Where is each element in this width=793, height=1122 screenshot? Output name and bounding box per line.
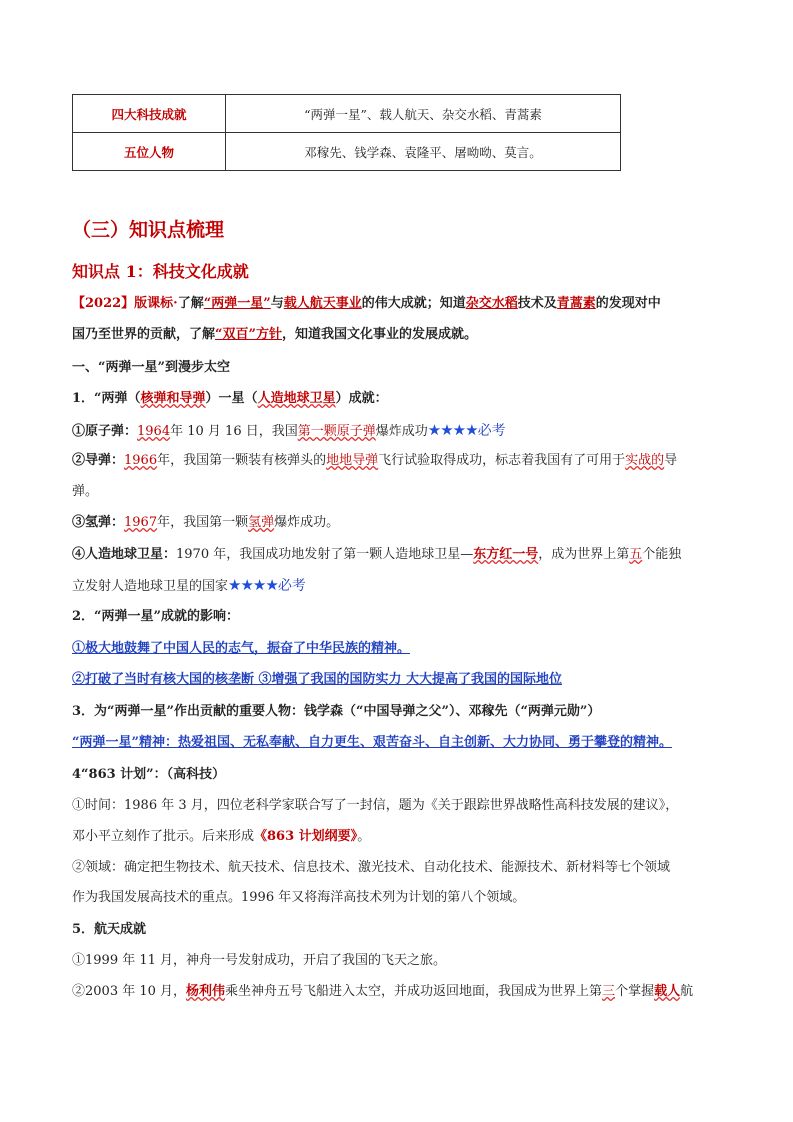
plan-field-line2: 作为我国发展高技术的重点。1996 年又将海洋高技术列为计划的第八个领域。 (72, 890, 526, 905)
curriculum-standard-line1: 【2022】版课标·了解“两弹一星”与载人航天事业的伟大成就；知道杂交水稻技术及青蒿素的发现对中 (72, 296, 661, 311)
star-icon: ★★★★ (427, 421, 478, 439)
table-row (73, 133, 621, 171)
table-cell-value: “两弹一星”、载人航天、杂交水稻、青蒿素 (226, 95, 621, 133)
point-4: 4“863 计划”：（高科技） (72, 767, 226, 782)
table-row (73, 95, 621, 133)
space-achievement-1: ①1999 年 11 月，神舟一号发射成功，开启了我国的飞天之旅。 (72, 953, 447, 968)
point-2: 2．“两弹一星”成就的影响： (72, 609, 240, 624)
knowledge-point-title: 知识点 1：科技文化成就 (72, 262, 249, 281)
plan-time-line1: ①时间：1986 年 3 月，四位老科学家联合写了一封信，题为《关于跟踪世界战略性高科技发展的建议》， (72, 798, 679, 813)
missile-line1: ②导弹：1966年，我国第一颗装有核弹头的地地导弹飞行试验取得成功，标志着我国有了可用于实战的导 (72, 453, 678, 468)
influence-1: ①极大地鼓舞了中国人民的志气，振奋了中华民族的精神。 (72, 641, 411, 656)
heading-two-bombs: 一、“两弹一星”到漫步太空 (72, 360, 230, 375)
point-1: 1．“两弹（核弹和导弹）一星（人造地球卫星）成就： (72, 391, 388, 406)
standard-tag: 【2022】版课标· (72, 296, 178, 311)
curriculum-standard-line2: 国乃至世界的贡献，了解“双百”方针，知道我国文化事业的发展成就。 (72, 327, 478, 342)
hydrogen-bomb-line: ③氢弹：1967年，我国第一颗氢弹爆炸成功。 (72, 515, 340, 530)
star-icon: ★★★★ (228, 576, 278, 594)
plan-field-line1: ②领域：确定把生物技术、航天技术、信息技术、激光技术、自动化技术、能源技术、新材料等七个领域 (72, 860, 671, 875)
plan-time-line2: 邓小平立刻作了批示。后来形成《863 计划纲要》。 (72, 829, 371, 844)
two-bombs-spirit: “两弹一星”精神：热爱祖国、无私奉献、自力更生、艰苦奋斗、自主创新、大力协同、勇于攀登的精神。 (72, 735, 672, 750)
point-3: 3．为“两弹一星”作出贡献的重要人物：钱学森（“中国导弹之父”）、邓稼先（“两弹元勋”） (72, 704, 601, 719)
table-cell-label: 四大科技成就 (73, 95, 226, 133)
atom-bomb-line: ①原子弹：1964年 10 月 16 日，我国第一颗原子弹爆炸成功★★★★必考 (72, 421, 506, 439)
influence-2: ②打破了当时有核大国的核垄断 ③增强了我国的国防实力 大大提高了我国的国际地位 (72, 672, 563, 687)
satellite-line1: ④人造地球卫星：1970 年，我国成功地发射了第一颗人造地球卫星—东方红一号，成为世界上第五个能独 (72, 547, 682, 562)
space-achievement-2: ②2003 年 10 月，杨利伟乘坐神舟五号飞船进入太空，并成功返回地面，我国成为世界上第三个掌握载人航 (72, 984, 694, 999)
section-title: （三）知识点梳理 (72, 219, 225, 241)
point-5: 5．航天成就 (72, 922, 147, 937)
table-cell-label: 五位人物 (73, 133, 226, 171)
table-cell-value: 邓稼先、钱学森、袁隆平、屠呦呦、莫言。 (226, 133, 621, 171)
satellite-line2: 立发射人造地球卫星的国家★★★★必考 (72, 576, 306, 594)
missile-line2: 弹。 (72, 484, 99, 499)
summary-table (72, 94, 621, 171)
